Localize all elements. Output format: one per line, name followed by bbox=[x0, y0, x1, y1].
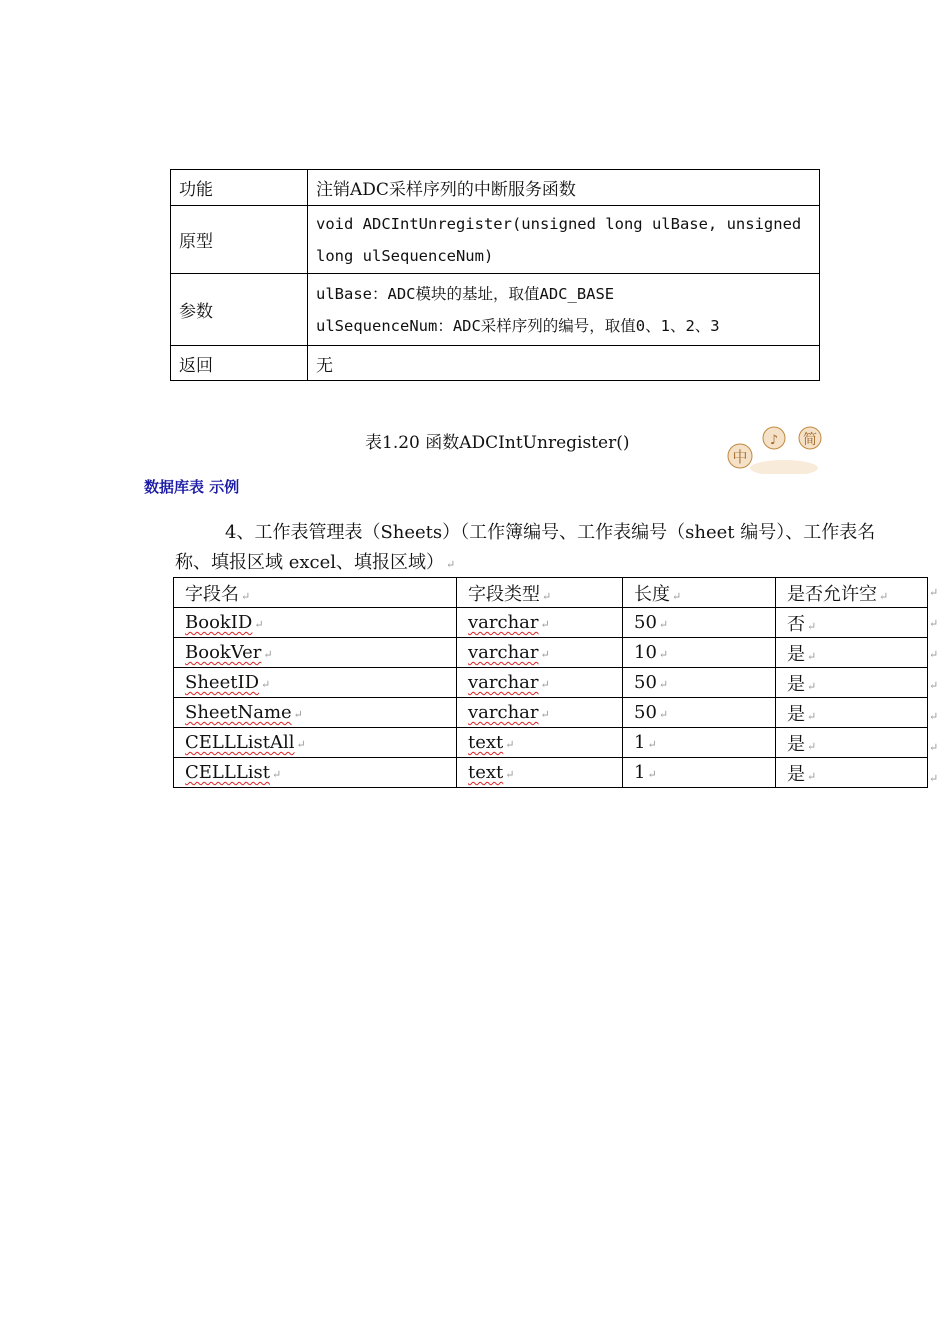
logo-char: ♪ bbox=[769, 433, 779, 448]
table-row bbox=[174, 758, 928, 788]
nullable-cell: 否 ↵ bbox=[776, 608, 928, 638]
logo-char: 简 bbox=[803, 432, 817, 448]
row-end-mark: ↵ bbox=[929, 772, 939, 785]
param-line-1: ulBase：ADC模块的基址，取值ADC_BASE bbox=[316, 284, 615, 303]
field-type-cell: text ↵ bbox=[457, 728, 623, 758]
table-row bbox=[171, 346, 820, 381]
table-row bbox=[171, 274, 820, 346]
row-end-mark: ↵ bbox=[929, 679, 939, 692]
row-end-mark: ↵ bbox=[929, 741, 939, 754]
return-mark: ↵ bbox=[446, 558, 456, 571]
table-row bbox=[174, 728, 928, 758]
paragraph-line-2: 称、填报区域 excel、填报区域） bbox=[175, 552, 445, 573]
field-type-cell: text ↵ bbox=[457, 758, 623, 788]
sheets-table bbox=[173, 577, 928, 788]
field-name-cell: BookVer ↵ bbox=[174, 638, 457, 668]
table-row bbox=[174, 608, 928, 638]
field-name-cell: SheetID ↵ bbox=[174, 668, 457, 698]
section-paragraph bbox=[175, 518, 925, 580]
row-label: 参数 bbox=[171, 274, 308, 346]
row-end-mark: ↵ bbox=[929, 586, 939, 599]
field-type-cell: varchar ↵ bbox=[457, 698, 623, 728]
length-cell: 1 ↵ bbox=[623, 728, 776, 758]
function-table bbox=[170, 169, 820, 381]
header-cell: 字段类型 ↵ bbox=[457, 578, 623, 608]
row-label: 返回 bbox=[171, 346, 308, 381]
field-type-cell: varchar ↵ bbox=[457, 638, 623, 668]
length-cell: 50 ↵ bbox=[623, 608, 776, 638]
header-cell: 是否允许空 ↵ bbox=[776, 578, 928, 608]
table-caption: 表1.20 函数ADCIntUnregister() bbox=[365, 433, 630, 453]
table-row bbox=[171, 170, 820, 206]
length-cell: 50 ↵ bbox=[623, 698, 776, 728]
length-cell: 10 ↵ bbox=[623, 638, 776, 668]
nullable-cell: 是 ↵ bbox=[776, 728, 928, 758]
table-row bbox=[174, 668, 928, 698]
nullable-cell: 是 ↵ bbox=[776, 698, 928, 728]
nullable-cell: 是 ↵ bbox=[776, 668, 928, 698]
row-label: 功能 bbox=[171, 170, 308, 206]
length-cell: 50 ↵ bbox=[623, 668, 776, 698]
table-row bbox=[174, 698, 928, 728]
table-header-row bbox=[174, 578, 928, 608]
row-value bbox=[308, 274, 820, 346]
param-line-2: ulSequenceNum：ADC采样序列的编号，取值0、1、2、3 bbox=[316, 316, 720, 335]
row-value: 注销ADC采样序列的中断服务函数 bbox=[308, 170, 820, 206]
table-row bbox=[171, 206, 820, 274]
row-end-mark: ↵ bbox=[929, 710, 939, 723]
row-end-mark: ↵ bbox=[929, 648, 939, 661]
field-name-cell: BookID ↵ bbox=[174, 608, 457, 638]
header-cell: 字段名 ↵ bbox=[174, 578, 457, 608]
nullable-cell: 是 ↵ bbox=[776, 638, 928, 668]
field-name-cell: CELLList ↵ bbox=[174, 758, 457, 788]
prototype-line-2: long ulSequenceNum) bbox=[316, 246, 494, 265]
field-type-cell: varchar ↵ bbox=[457, 668, 623, 698]
field-type-cell: varchar ↵ bbox=[457, 608, 623, 638]
paragraph-line-1: 4、工作表管理表（Sheets）（工作簿编号、工作表编号（sheet 编号）、工作表名 bbox=[225, 522, 876, 543]
row-value: 无 bbox=[308, 346, 820, 381]
prototype-line-1: void ADCIntUnregister(unsigned long ulBase, unsigned bbox=[316, 214, 802, 233]
row-end-mark: ↵ bbox=[929, 617, 939, 630]
header-cell: 长度 ↵ bbox=[623, 578, 776, 608]
row-label: 原型 bbox=[171, 206, 308, 274]
row-value bbox=[308, 206, 820, 274]
table-row bbox=[174, 638, 928, 668]
field-name-cell: SheetName ↵ bbox=[174, 698, 457, 728]
length-cell: 1 ↵ bbox=[623, 758, 776, 788]
field-name-cell: CELLListAll ↵ bbox=[174, 728, 457, 758]
nullable-cell: 是 ↵ bbox=[776, 758, 928, 788]
site-logo bbox=[726, 424, 826, 474]
logo-char: 中 bbox=[732, 448, 748, 466]
database-example-link[interactable]: 数据库表 示例 bbox=[144, 478, 240, 496]
